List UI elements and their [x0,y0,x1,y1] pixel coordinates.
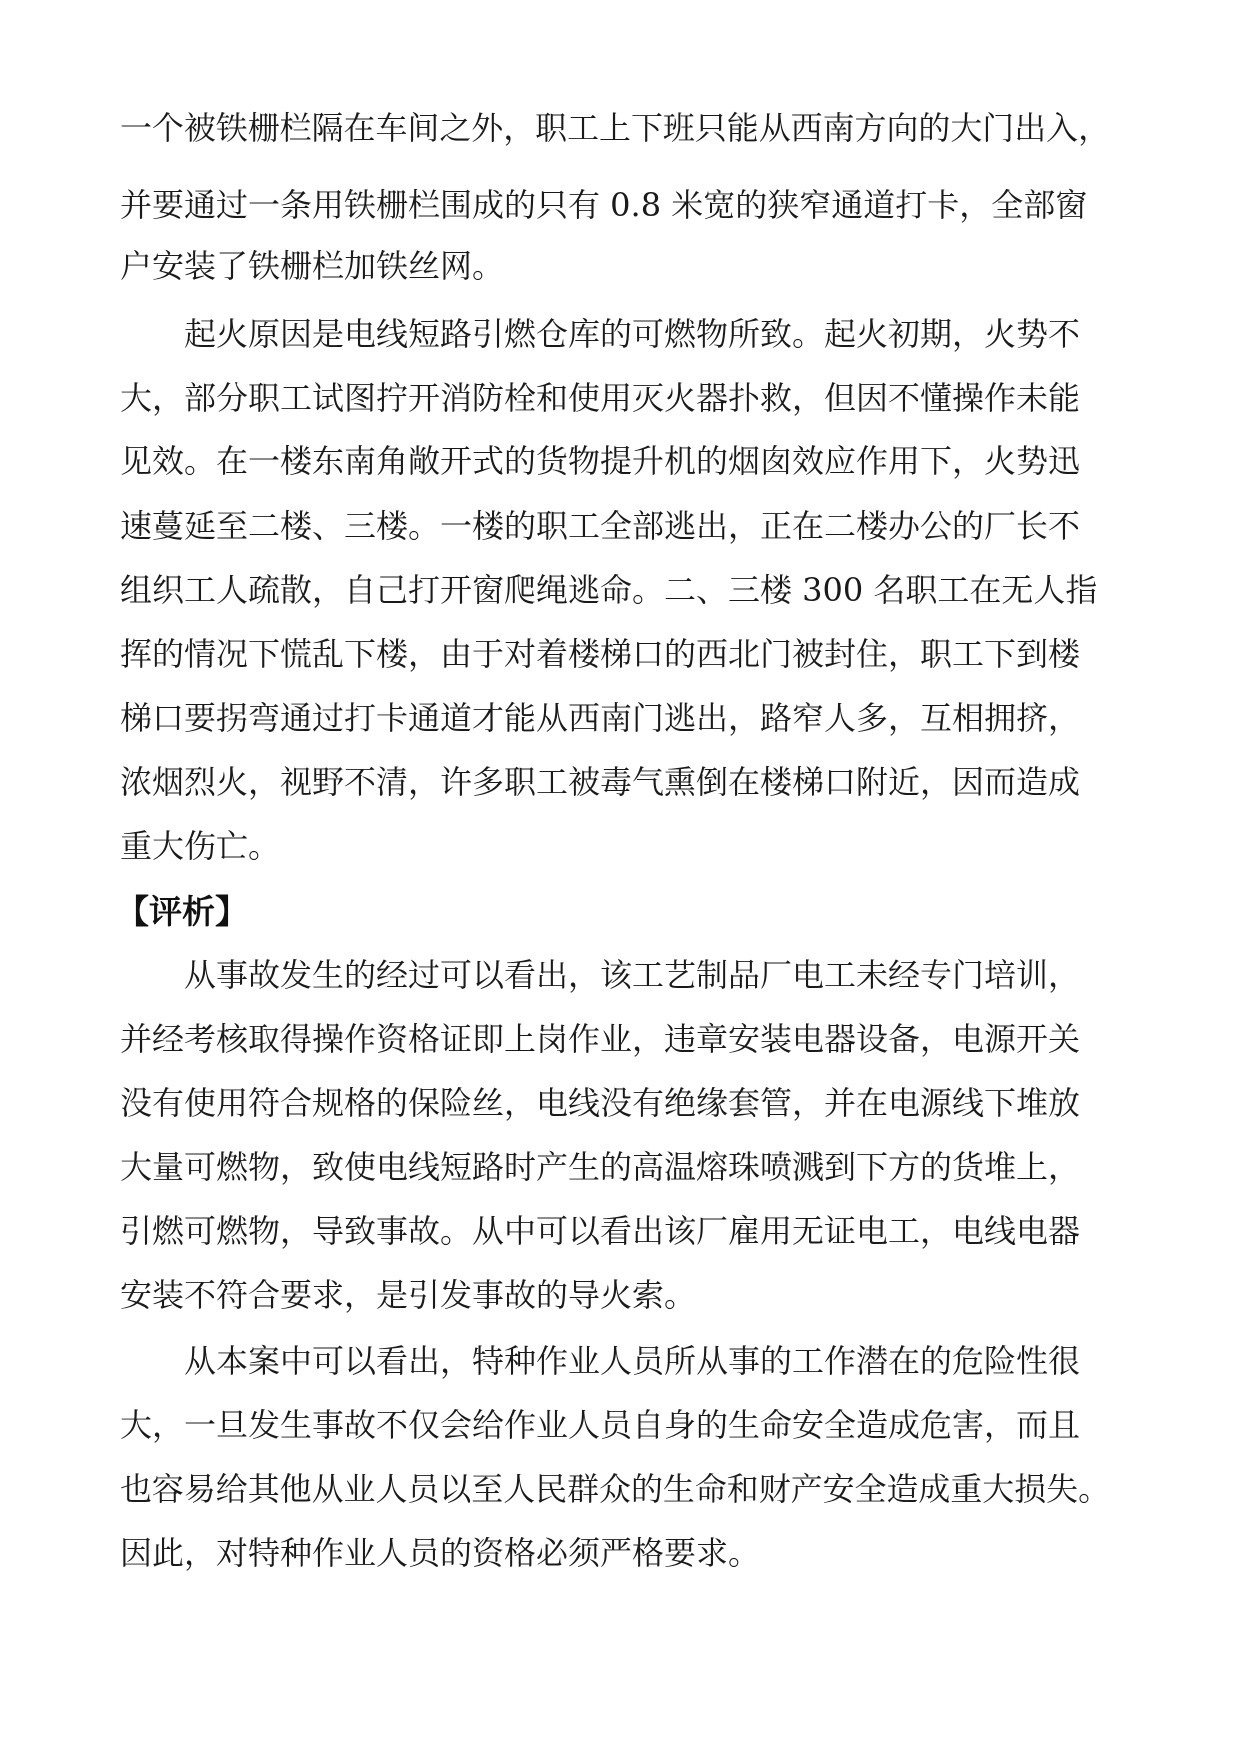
paragraph-2-line: 组织工人疏散，自己打开窗爬绳逃命。二、三楼 300 名职工在无人指 [120,571,1098,609]
paragraph-1-line: 并要通过一条用铁栅栏围成的只有 0.8 米宽的狭窄通道打卡，全部窗 [120,186,1088,224]
paragraph-1-line: 户安装了铁栅栏加铁丝网。 [120,247,505,285]
paragraph-1-line: 一个被铁栅栏隔在车间之外，职工上下班只能从西南方向的大门出入， [120,109,1111,147]
paragraph-2-line: 速蔓延至二楼、三楼。一楼的职工全部逃出，正在二楼办公的厂长不 [120,507,1081,545]
paragraph-2-line: 大，部分职工试图拧开消防栓和使用灭火器扑救，但因不懂操作未能 [120,379,1081,417]
paragraph-3-line: 大量可燃物，致使电线短路时产生的高温熔珠喷溅到下方的货堆上， [120,1148,1081,1186]
paragraph-3-line: 安装不符合要求，是引发事故的导火索。 [120,1276,697,1314]
section-heading: 【评析】 [116,892,248,931]
paragraph-3-line: 从事故发生的经过可以看出，该工艺制品厂电工未经专门培训， [184,956,1081,994]
paragraph-4-line: 从本案中可以看出，特种作业人员所从事的工作潜在的危险性很 [184,1342,1081,1380]
paragraph-2-line: 梯口要拐弯通过打卡通道才能从西南门逃出，路窄人多，互相拥挤， [120,699,1081,737]
paragraph-3-line: 没有使用符合规格的保险丝，电线没有绝缘套管，并在电源线下堆放 [120,1084,1081,1122]
paragraph-2-line: 重大伤亡。 [120,827,281,865]
paragraph-3-line: 并经考核取得操作资格证即上岗作业，违章安装电器设备，电源开关 [120,1020,1081,1058]
paragraph-2-line: 起火原因是电线短路引燃仓库的可燃物所致。起火初期，火势不 [184,315,1081,353]
paragraph-2-line: 浓烟烈火，视野不清，许多职工被毒气熏倒在楼梯口附近，因而造成 [120,763,1081,801]
paragraph-2-line: 挥的情况下慌乱下楼，由于对着楼梯口的西北门被封住，职工下到楼 [120,635,1081,673]
paragraph-4-line: 大，一旦发生事故不仅会给作业人员自身的生命安全造成危害，而且 [120,1406,1081,1444]
paragraph-4-line: 因此，对特种作业人员的资格必须严格要求。 [120,1534,761,1572]
paragraph-4-line: 也容易给其他从业人员以至人民群众的生命和财产安全造成重大损失。 [120,1470,1111,1508]
paragraph-3-line: 引燃可燃物，导致事故。从中可以看出该厂雇用无证电工，电线电器 [120,1212,1081,1250]
paragraph-2-line: 见效。在一楼东南角敞开式的货物提升机的烟囱效应作用下，火势迅 [120,442,1081,480]
